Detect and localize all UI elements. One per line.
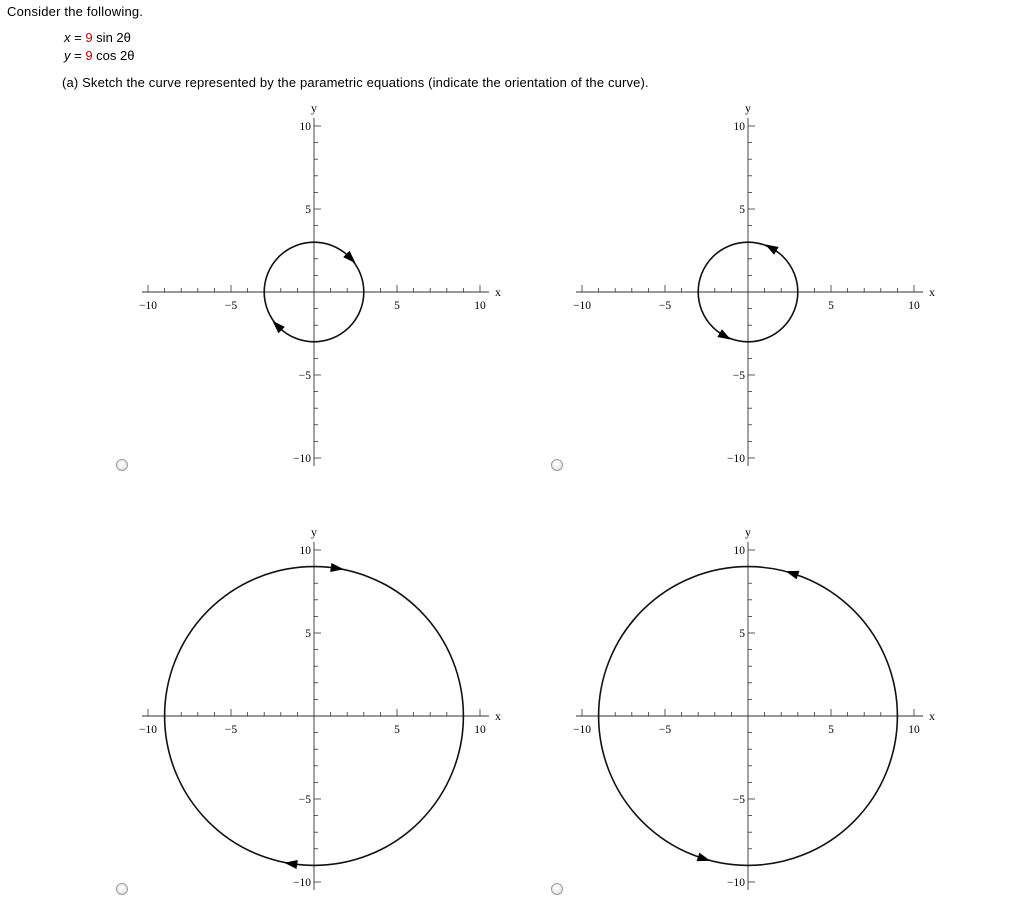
x-tick-label: 5 [394, 724, 400, 736]
x-tick-label: −5 [224, 724, 238, 736]
y-tick-label: 10 [299, 545, 311, 557]
equation-y-function: cos 2θ [92, 48, 135, 63]
y-tick-label: 10 [733, 121, 745, 133]
equation-x-equals: = [70, 30, 86, 45]
y-tick-label: −5 [298, 794, 311, 806]
x-axis-label: x [495, 709, 501, 723]
y-axis-label: y [311, 525, 317, 539]
radio-option-a[interactable] [116, 459, 128, 471]
x-axis-label: x [929, 285, 935, 299]
y-tick-label: −10 [727, 877, 745, 889]
y-tick-label: 10 [733, 545, 745, 557]
y-axis-label: y [745, 525, 751, 539]
x-tick-label: 10 [474, 724, 486, 736]
x-tick-label: 5 [394, 300, 400, 312]
orientation-arrow [330, 563, 344, 572]
x-tick-label: 10 [474, 300, 486, 312]
equation-y-variable: y [64, 48, 71, 63]
x-tick-label: −10 [139, 300, 157, 312]
radio-option-b[interactable] [551, 459, 563, 471]
graph-option-c [139, 525, 501, 890]
x-tick-label: 10 [908, 300, 920, 312]
x-axis-label: x [929, 709, 935, 723]
y-tick-label: −10 [727, 453, 745, 465]
orientation-arrow [765, 244, 779, 254]
x-tick-label: −10 [139, 724, 157, 736]
radio-option-d[interactable] [551, 883, 563, 895]
y-tick-label: 10 [299, 121, 311, 133]
x-axis-label: x [495, 285, 501, 299]
orientation-arrow [284, 860, 298, 869]
y-tick-label: −5 [732, 370, 745, 382]
y-tick-label: −10 [293, 453, 311, 465]
orientation-arrow [697, 853, 711, 862]
equation-x-coefficient: 9 [85, 30, 93, 45]
y-tick-label: 5 [739, 628, 745, 640]
equation-x-variable: x [64, 30, 71, 45]
y-axis-label: y [745, 101, 751, 115]
graph-option-b [573, 101, 935, 466]
graph-option-a [139, 101, 501, 466]
x-tick-label: −10 [573, 724, 591, 736]
y-tick-label: −5 [732, 794, 745, 806]
x-tick-label: −5 [658, 300, 672, 312]
y-tick-label: 5 [305, 628, 311, 640]
equation-y-coefficient: 9 [85, 48, 93, 63]
x-tick-label: 5 [828, 724, 834, 736]
y-tick-label: −10 [293, 877, 311, 889]
x-tick-label: −5 [658, 724, 672, 736]
y-tick-label: −5 [298, 370, 311, 382]
x-tick-label: −5 [224, 300, 238, 312]
y-tick-label: 5 [305, 204, 311, 216]
orientation-arrow [717, 329, 731, 339]
problem-prompt: Consider the following. [7, 4, 144, 19]
y-axis-label: y [311, 101, 317, 115]
question-text: (a) Sketch the curve represented by the parametric equations (indicate the orientation of the curve). [62, 75, 649, 90]
y-tick-label: 5 [739, 204, 745, 216]
x-tick-label: −10 [573, 300, 591, 312]
radio-option-c[interactable] [116, 883, 128, 895]
orientation-arrow [786, 571, 800, 580]
x-tick-label: 10 [908, 724, 920, 736]
equation-x-function: sin 2θ [92, 30, 131, 45]
graph-option-d [573, 525, 935, 890]
equation-y-equals: = [70, 48, 86, 63]
x-tick-label: 5 [828, 300, 834, 312]
